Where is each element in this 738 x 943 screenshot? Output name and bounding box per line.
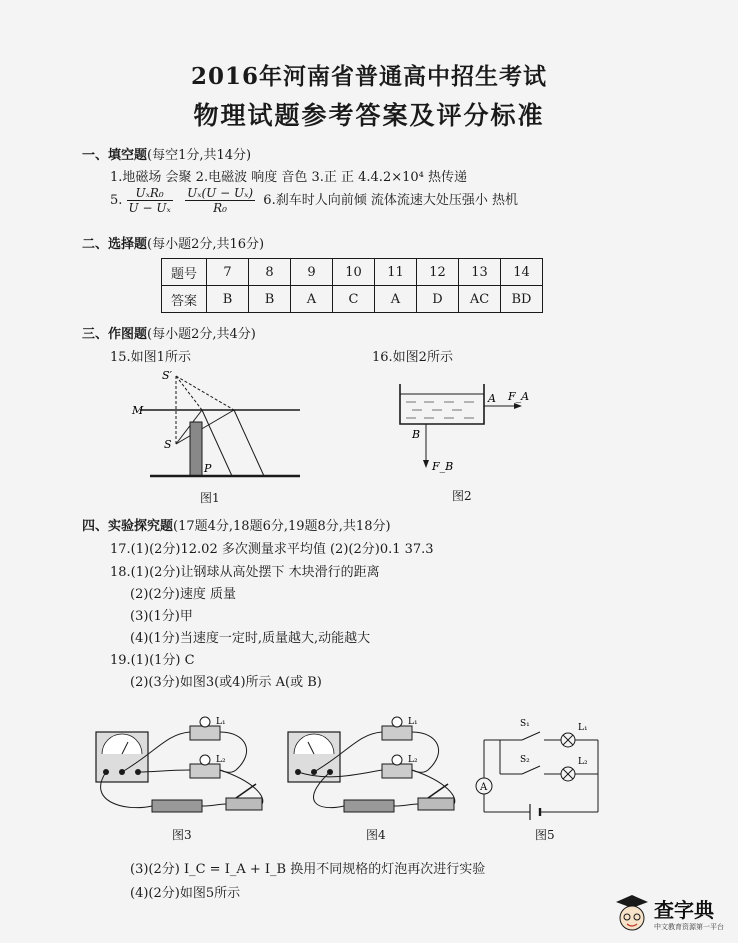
table-cell: BD	[501, 286, 543, 313]
table-cell: AC	[459, 286, 501, 313]
section3-heading: 三、作图题(每小题2分,共4分)	[82, 327, 256, 342]
section1-heading: 一、填空题(每空1分,共14分)	[82, 148, 252, 163]
table-cell: A	[291, 286, 333, 313]
section1-line1: 1.地磁场 会聚 2.电磁波 响度 音色 3.正 正 4.4.2×10⁴ 热传递	[110, 170, 467, 185]
exam-title: 2016年河南省普通高中招生考试	[190, 63, 547, 90]
q18-line1: 18.(1)(2分)让钢球从高处摆下 木块滑行的距离	[110, 565, 380, 580]
fig1-caption: 图1	[200, 491, 220, 505]
fig2-label-fa: F_A	[508, 390, 530, 403]
logo-subtext: 中文教育资源第一平台	[654, 923, 724, 931]
figure-2-container-diagram	[392, 376, 542, 476]
figure-1-mirror-diagram	[130, 366, 310, 486]
table-header-cell: 题号	[162, 259, 207, 286]
fig5-label-s2: S₂	[520, 755, 530, 765]
figure-4-circuit-photo	[278, 712, 468, 824]
q17-line: 17.(1)(2分)12.02 多次测量求平均值 (2)(2分)0.1 37.3	[110, 542, 434, 557]
fig5-ammeter-label: A	[480, 782, 488, 793]
fig5-label-s1: S₁	[520, 719, 530, 729]
q19-line1: 19.(1)(1分) C	[110, 653, 195, 668]
fig3-label-l1: L₁	[216, 717, 226, 727]
figure-5-circuit-schematic	[470, 716, 620, 824]
table-cell: 13	[459, 259, 501, 286]
fig3-caption: 图3	[172, 828, 192, 842]
table-cell: 8	[249, 259, 291, 286]
q16-text: 16.如图2所示	[372, 350, 453, 365]
fig2-label-fb: F_B	[432, 460, 454, 473]
table-cell: 14	[501, 259, 543, 286]
figure-3-circuit-photo	[86, 712, 276, 824]
table-header-cell: 答案	[162, 286, 207, 313]
fig5-caption: 图5	[535, 828, 555, 842]
fig3-label-l2: L₂	[216, 755, 226, 765]
mascot-icon	[612, 892, 652, 938]
q19-line3: (3)(2分) I_C = I_A + I_B 换用不同规格的灯泡再次进行实验	[130, 862, 486, 877]
table-cell: 7	[207, 259, 249, 286]
fig2-label-b: B	[412, 428, 421, 441]
table-cell: C	[333, 286, 375, 313]
fig4-caption: 图4	[366, 828, 386, 842]
table-cell: 9	[291, 259, 333, 286]
table-cell: 10	[333, 259, 375, 286]
section2-heading: 二、选择题(每小题2分,共16分)	[82, 237, 265, 252]
fraction-2: $\frac{\text{Uₓ(U − Uₓ)}}{\text{R₀}}$	[187, 186, 254, 215]
table-cell: 11	[375, 259, 417, 286]
fig5-label-l2: L₂	[578, 757, 588, 767]
q18-line3: (3)(1分)甲	[130, 609, 193, 624]
answer-table	[161, 258, 543, 313]
q18-line4: (4)(1分)当速度一定时,质量越大,动能越大	[130, 631, 371, 646]
fig1-label-m: M	[132, 404, 144, 417]
table-cell: B	[249, 286, 291, 313]
logo-text: 查字典	[654, 898, 714, 922]
site-logo	[612, 892, 727, 938]
table-cell: D	[417, 286, 459, 313]
section1-line2: 5. $\frac{\text{UₓR₀}}{\text{U − Uₓ}}$ $\frac{\text{Uₓ(U − Uₓ)}}{\text{R₀}}$ 6.刹车时人向前倾 流体流速大处压强小 热机	[110, 186, 518, 215]
fig4-label-l2: L₂	[408, 755, 418, 765]
fig2-caption: 图2	[452, 489, 472, 503]
answer-row	[162, 286, 543, 313]
fig1-label-p: P	[204, 462, 212, 475]
fig1-label-s: S	[164, 438, 172, 451]
table-cell: B	[207, 286, 249, 313]
table-cell: 12	[417, 259, 459, 286]
fig5-label-l1: L₁	[578, 723, 588, 733]
fig4-label-l1: L₁	[408, 717, 418, 727]
q19-line2: (2)(3分)如图3(或4)所示 A(或 B)	[130, 675, 322, 690]
exam-subtitle: 物理试题参考答案及评分标准	[193, 101, 545, 130]
q15-text: 15.如图1所示	[110, 350, 191, 365]
section4-heading: 四、实验探究题(17题4分,18题6分,19题8分,共18分)	[82, 519, 391, 534]
question-number-row	[162, 259, 543, 286]
q19-line4: (4)(2分)如图5所示	[130, 886, 241, 901]
fig2-label-a: A	[488, 392, 496, 405]
q18-line2: (2)(2分)速度 质量	[130, 587, 236, 602]
fraction-1: $\frac{\text{UₓR₀}}{\text{U − Uₓ}}$	[128, 186, 171, 215]
table-cell: A	[375, 286, 417, 313]
fig1-label-s-prime: S′	[162, 369, 173, 382]
